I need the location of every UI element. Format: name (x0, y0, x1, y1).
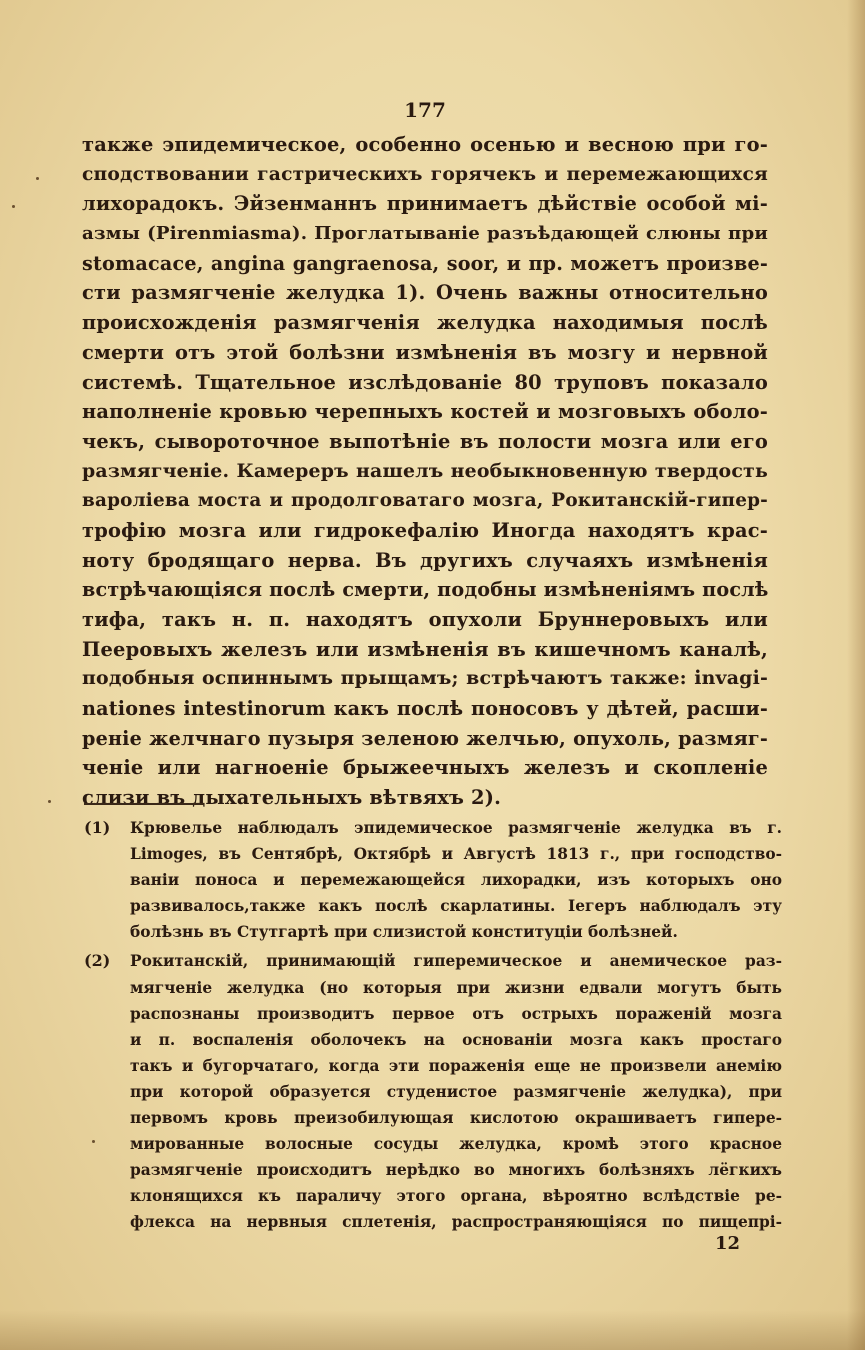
footnote-line: Крювелье наблюдалъ эпидемическое размягченіе желудка въ г. (130, 819, 782, 837)
footnote-line: болѣзнь въ Стутгартѣ при слизистой конституціи болѣзней. (130, 923, 678, 942)
footnote-text (130, 815, 782, 945)
paper-speck (36, 177, 39, 180)
signature-mark: 12 (714, 1233, 740, 1254)
footnote-line: Limoges, въ Сентябрѣ, Октябрѣ и Августѣ 1813 г., при господство- (130, 845, 782, 864)
text-line: ченіе или нагноеніе брыжеечныхъ железъ и скопленіе (82, 756, 768, 780)
page-edge-shadow-bottom (0, 1310, 865, 1350)
text-line: тифа, такъ н. п. находятъ опухоли Бруннеровыхъ или (82, 608, 768, 631)
text-line: наполненіе кровью черепныхъ костей и мозговыхъ оболо- (82, 400, 768, 424)
footnote-line: и п. воспаленія оболочекъ на основаніи мозга какъ простаго (130, 1030, 782, 1049)
main-text (82, 130, 768, 813)
footnote-text (130, 948, 782, 1235)
footnote-line: мягченіе желудка (но которыя при жизни едвали могутъ быть (130, 978, 782, 997)
text-line: встрѣчающіяся послѣ смерти, подобны измѣненіямъ послѣ (82, 578, 769, 602)
text-line: размягченіе. Камереръ нашелъ необыкновенную твердость (82, 459, 768, 482)
page-edge-shadow-right (847, 0, 865, 1350)
footnote-line: флекса на нервныя сплетенія, распространяющіяся по пищепрі- (130, 1213, 782, 1232)
text-line: реніе желчнаго пузыря зеленою желчью, опухоль, размяг- (82, 726, 768, 750)
text-line: сподствовании гастрическихъ горячекъ и перемежающихся (82, 162, 768, 185)
text-line: также эпидемическое, особенно осенью и весною при го- (82, 133, 768, 156)
footnote-line: ваніи поноса и перемежающейся лихорадки, изъ которыхъ оно (130, 871, 782, 890)
text-line: stomacace, angina gangraenosa, soor, и пр. можетъ произве- (82, 251, 768, 275)
footnote-line: мированные волосные сосуды желудка, кромѣ этого красное (130, 1135, 782, 1154)
text-line: смерти отъ этой болѣзни измѣненія въ мозгу и нервной (82, 340, 768, 364)
footnote-1 (84, 815, 784, 945)
footnote-line: такъ и бугорчатаго, когда эти пораженія еще не произвели анемію (130, 1056, 782, 1075)
page-number: 177 (404, 98, 446, 122)
text-line: подобныя оспиннымъ прыщамъ; встрѣчаютъ также: invagi- (82, 667, 768, 690)
footnote-line: размягченіе происходитъ нерѣдко во многихъ болѣзняхъ лёгкихъ (130, 1161, 782, 1180)
text-line-last: слизи въ дыхательныхъ вѣтвяхъ 2). (82, 786, 502, 810)
text-line: Пееровыхъ железъ или измѣненія въ кишечномъ каналѣ, (82, 637, 768, 661)
footnote-2 (84, 948, 784, 1235)
text-line: азмы (Pirenmiasma). Проглатываніе разъѣдающей слюны при (82, 223, 768, 245)
footnote-line: первомъ кровь преизобилующая кислотою окрашиваетъ гипере- (130, 1109, 782, 1128)
footnote-line: при которой образуется студенистое размягченіе желудка), при (130, 1082, 782, 1101)
text-line: вароліева моста и продолговатаго мозга, Рокитанскій-гипер- (82, 490, 768, 512)
text-line: сти размягченіе желудка 1). Очень важны относительно (82, 281, 768, 305)
text-line: лихорадокъ. Эйзенманнъ принимаетъ дѣйствіе особой мі- (82, 192, 768, 216)
text-line: nationes intestinorum какъ послѣ поносовъ у дѣтей, расши- (82, 697, 768, 721)
footnote-line: развивалось,также какъ послѣ скарлатины. Іегеръ наблюдалъ эту (130, 897, 782, 916)
text-line: системѣ. Тщательное изслѣдованіе 80 труповъ показало (82, 370, 768, 394)
footnote-line: распознаны производитъ первое отъ острыхъ пораженій мозга (130, 1004, 782, 1023)
footnote-marker: (2) (84, 951, 111, 971)
footnote-line: Рокитанскій, принимающій гиперемическое и анемическое раз- (130, 952, 782, 971)
text-line: происхожденія размягченія желудка находимыя послѣ (82, 311, 768, 335)
text-line: трофію мозга или гидрокефалію Иногда находятъ крас- (82, 518, 768, 542)
footnotes (84, 815, 784, 1239)
paper-speck (12, 205, 15, 208)
paper-speck (48, 800, 51, 803)
footnote-line: клонящихся къ параличу этого органа, вѣроятно вслѣдствіе ре- (130, 1187, 782, 1206)
text-line: чекъ, сывороточное выпотѣніе въ полости мозга или его (82, 429, 768, 453)
footnote-separator-rule (84, 803, 204, 805)
text-line: ноту бродящаго нерва. Въ другихъ случаяхъ измѣненія (82, 548, 768, 572)
footnote-marker: (1) (84, 818, 111, 837)
